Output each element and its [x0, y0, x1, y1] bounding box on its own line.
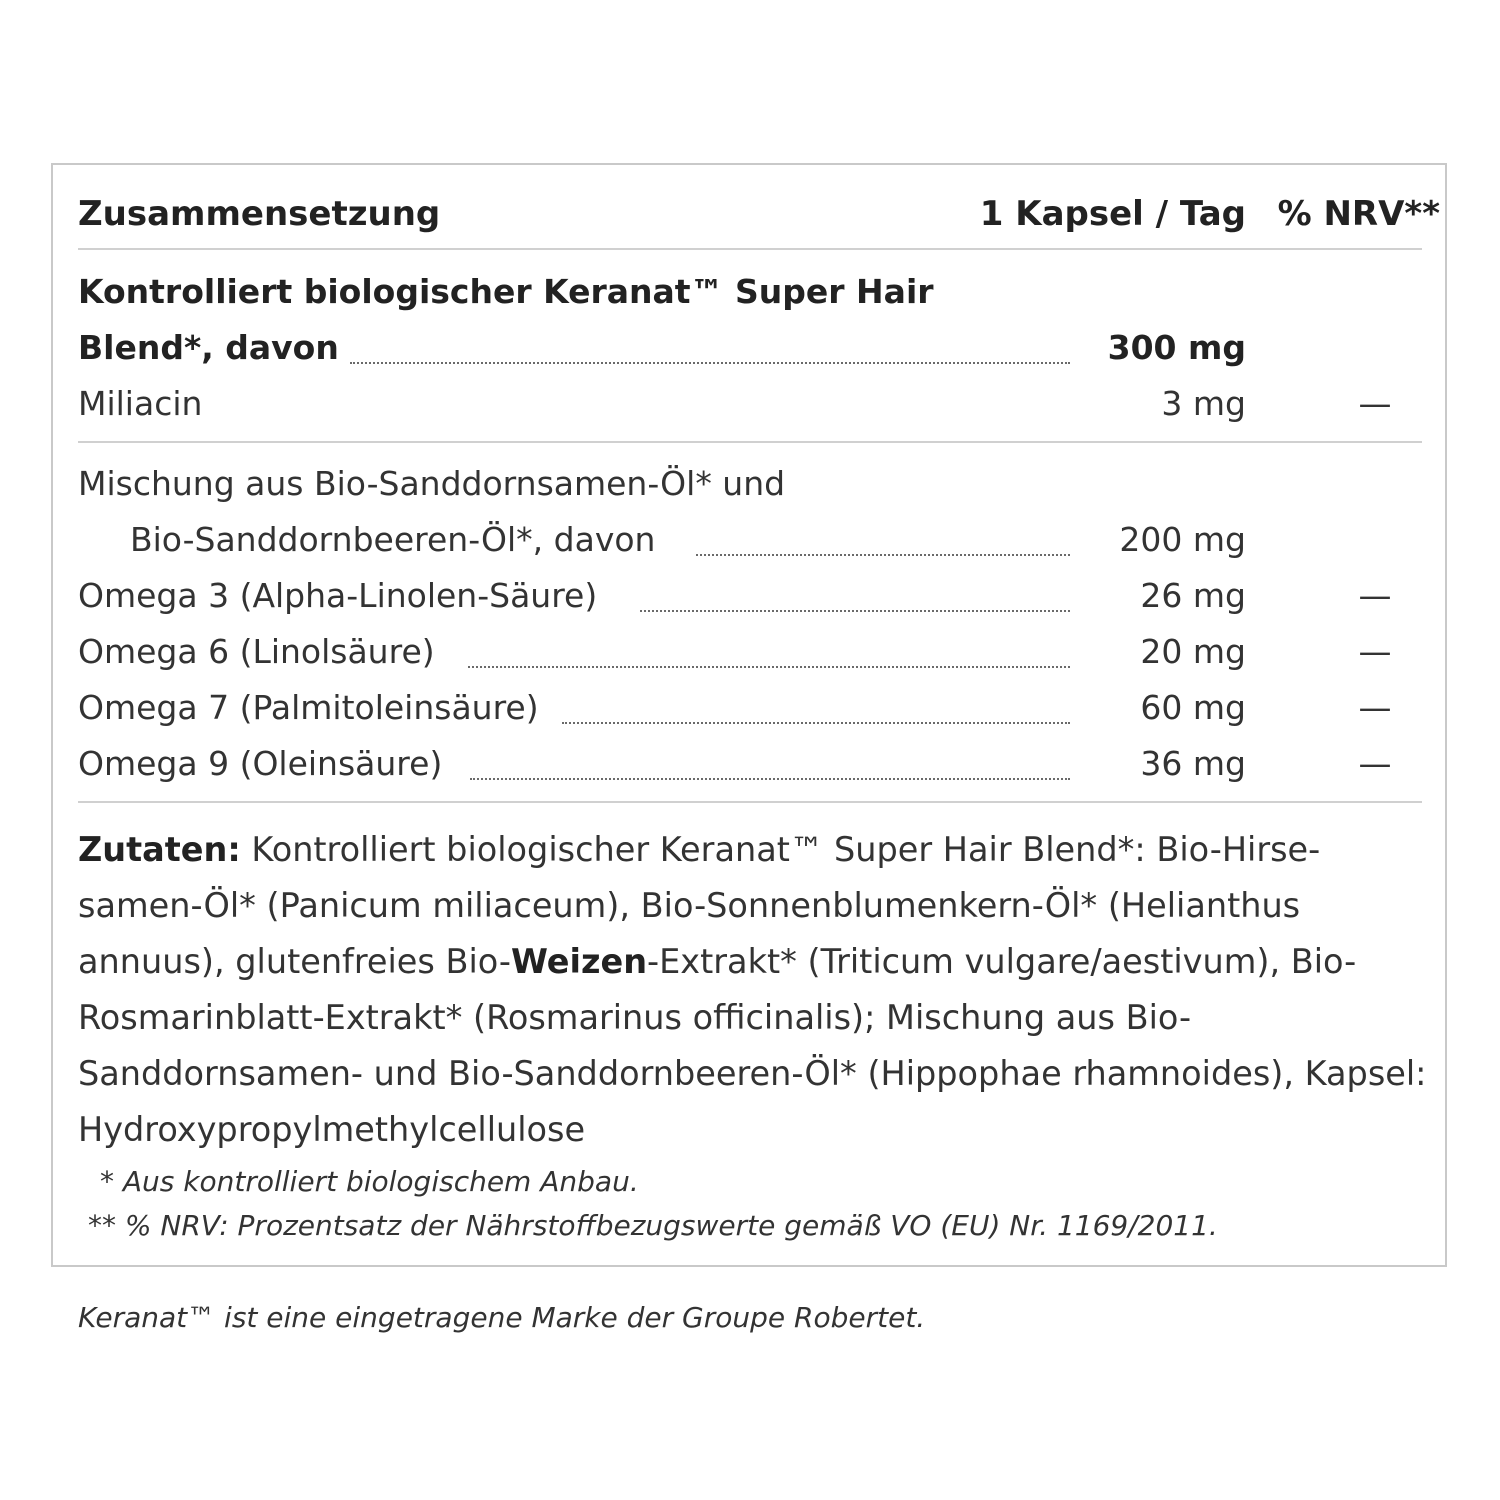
footnote-nrv: ** % NRV: Prozentsatz der Nährstoffbezugswerte gemäß VO (EU) Nr. 1169/2011.	[88, 1209, 1218, 1242]
table-row	[78, 326, 1422, 382]
section-divider	[78, 801, 1422, 803]
table-row	[78, 742, 1422, 798]
table-row	[78, 630, 1422, 686]
row-amount: 26 mg	[1140, 576, 1246, 615]
ingredients-part1: Kontrolliert biologischer Keranat™ Super Hair Blend*: Bio-Hirse-samen-Öl* (Panicum miliaceum), Bio-Sonnenblumenkern-Öl* (Helianthus annuus), glutenfreies Bio-	[78, 830, 1321, 981]
table-row	[78, 382, 1422, 438]
row-amount: 200 mg	[1119, 520, 1246, 559]
table-row	[78, 462, 1422, 518]
composition-header: Zusammensetzung	[78, 194, 441, 234]
allergen-highlight: Weizen	[511, 942, 648, 981]
section-divider	[78, 441, 1422, 443]
leader-dots	[470, 778, 1070, 780]
row-label: Omega 7 (Palmitoleinsäure)	[78, 688, 539, 727]
row-amount: 3 mg	[1161, 384, 1246, 423]
row-nrv: —	[1358, 688, 1392, 727]
row-nrv: —	[1358, 384, 1392, 423]
row-nrv: —	[1358, 632, 1392, 671]
row-label: Kontrolliert biologischer Keranat™ Super Hair	[78, 272, 934, 311]
nrv-header: % NRV**	[1277, 194, 1440, 234]
per-day-header: 1 Kapsel / Tag	[979, 194, 1246, 234]
leader-dots	[696, 554, 1070, 556]
row-amount: 60 mg	[1140, 688, 1246, 727]
row-nrv: —	[1358, 576, 1392, 615]
table-row	[78, 574, 1422, 630]
leader-dots	[468, 666, 1070, 668]
table-row	[78, 518, 1422, 574]
ingredients-part2: -Extrakt* (Triticum vulgare/aestivum), Bio-Rosmarinblatt-Extrakt* (Rosmarinus officinalis); Mischung aus Bio-Sanddornsamen- und Bio-Sanddornbeeren-Öl* (Hippophae rhamnoides), Kapsel: Hydroxypropylmethylcellulose	[78, 942, 1427, 1149]
row-label: Omega 3 (Alpha-Linolen-Säure)	[78, 576, 598, 615]
row-label: Omega 6 (Linolsäure)	[78, 632, 435, 671]
footnote-organic: * Aus kontrolliert biologischem Anbau.	[100, 1165, 639, 1198]
leader-dots	[350, 362, 1070, 364]
table-row	[78, 686, 1422, 742]
trademark-note: Keranat™ ist eine eingetragene Marke der Groupe Robertet.	[78, 1301, 926, 1334]
row-amount: 300 mg	[1107, 328, 1246, 367]
row-amount: 36 mg	[1140, 744, 1246, 783]
row-label: Miliacin	[78, 384, 203, 423]
row-label: Mischung aus Bio-Sanddornsamen-Öl* und	[78, 464, 786, 503]
ingredients-text	[78, 822, 1430, 1158]
header-divider	[78, 248, 1422, 250]
ingredients-label: Zutaten:	[78, 830, 241, 869]
row-label: Omega 9 (Oleinsäure)	[78, 744, 443, 783]
row-amount: 20 mg	[1140, 632, 1246, 671]
leader-dots	[562, 722, 1070, 724]
row-label: Bio-Sanddornbeeren-Öl*, davon	[130, 520, 656, 559]
row-label: Blend*, davon	[78, 328, 339, 367]
leader-dots	[640, 610, 1070, 612]
row-nrv: —	[1358, 744, 1392, 783]
table-row	[78, 270, 1422, 326]
